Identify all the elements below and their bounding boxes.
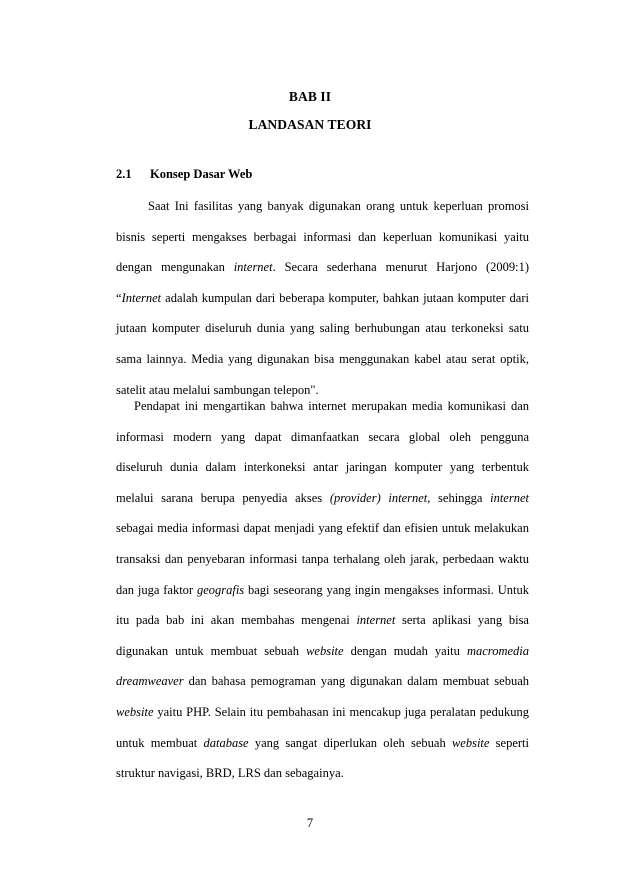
italic-term: website <box>451 735 490 750</box>
section-number: 2.1 <box>116 167 132 181</box>
italic-term: database <box>203 735 249 750</box>
text-run: serta aplikasi yang bisa <box>395 613 529 628</box>
text-line <box>116 582 529 598</box>
section-heading <box>116 167 252 182</box>
text-run: dan juga faktor <box>116 582 197 597</box>
text-run: diseluruh dunia dalam interkoneksi antar jaringan komputer yang terbentuk <box>116 460 529 475</box>
text-line <box>116 490 529 506</box>
text-run: itu pada bab ini akan membahas mengenai <box>116 613 357 628</box>
text-run: dengan mengunakan <box>116 260 234 275</box>
text-run: Saat Ini fasilitas yang banyak digunakan orang untuk keperluan promosi <box>148 199 529 213</box>
italic-term: website <box>306 643 344 658</box>
text-run: untuk membuat <box>116 735 204 750</box>
italic-term: internet <box>233 260 273 275</box>
text-run: Pendapat ini mengartikan bahwa internet merupakan media komunikasi dan <box>134 399 529 413</box>
text-run: yaitu PHP. Selain itu pembahasan ini mencakup juga peralatan pedukung <box>153 705 529 719</box>
text-line <box>116 673 529 689</box>
text-run: informasi modern yang dapat dimanfaatkan secara global oleh pengguna <box>116 429 529 444</box>
italic-term: internet <box>490 490 529 505</box>
text-run: bisnis seperti mengakses berbagai informasi dan keperluan komunikasi yaitu <box>116 229 529 244</box>
text-line <box>116 320 529 336</box>
text-run: struktur navigasi, BRD, LRS dan sebagainya. <box>116 766 344 781</box>
text-line <box>116 520 529 536</box>
text-line <box>134 398 529 414</box>
text-run: dan bahasa pemograman yang digunakan dalam membuat sebuah <box>183 674 529 689</box>
italic-term: Internet <box>121 290 162 305</box>
text-line <box>116 765 529 781</box>
text-line <box>116 459 529 475</box>
text-run: bagi seseorang yang ingin mengakses informasi. Untuk <box>244 582 529 597</box>
chapter-title: LANDASAN TEORI <box>248 117 372 132</box>
text-run: seperti <box>489 735 529 750</box>
text-run: sebagai media informasi dapat menjadi yang efektif dan efisien untuk melakukan <box>116 521 529 536</box>
text-line <box>116 704 529 720</box>
text-run: adalah kumpulan dari beberapa komputer, bahkan jutaan komputer dari <box>161 290 529 305</box>
text-run: jutaan komputer diseluruh dunia yang saling berhubungan atau terkoneksi satu <box>116 321 529 336</box>
chapter-number: BAB II <box>288 89 332 104</box>
text-run: melalui sarana berupa penyedia akses <box>116 490 330 505</box>
text-line <box>116 612 529 628</box>
text-line <box>116 735 529 751</box>
text-run: sama lainnya. Media yang digunakan bisa menggunakan kabel atau serat optik, <box>116 352 529 366</box>
text-run: dengan mudah yaitu <box>343 643 467 658</box>
text-line <box>148 198 529 214</box>
text-line <box>116 229 529 245</box>
text-run: , sehingga <box>427 490 491 505</box>
italic-term: (provider) internet <box>329 490 428 505</box>
text-line <box>116 290 529 306</box>
text-line <box>116 429 529 445</box>
text-run: yang sangat diperlukan oleh sebuah <box>248 735 452 750</box>
text-run: “ <box>116 290 122 305</box>
section-title: Konsep Dasar Web <box>150 167 253 181</box>
page-number: 7 <box>306 816 314 830</box>
italic-term: website <box>116 705 154 719</box>
italic-term: geografis <box>196 582 245 597</box>
text-run: transaksi dan penyebaran informasi tanpa terhalang oleh jarak, perbedaan waktu <box>116 552 529 566</box>
text-run: digunakan untuk membuat sebuah <box>116 643 307 658</box>
italic-term: macromedia <box>466 643 529 658</box>
text-line <box>116 351 529 367</box>
text-line <box>116 259 529 275</box>
text-line <box>116 551 529 567</box>
italic-term: internet <box>356 613 396 628</box>
text-run: . Secara sederhana menurut Harjono (2009:1) <box>272 260 529 275</box>
text-line <box>116 382 529 398</box>
italic-term: dreamweaver <box>116 674 184 689</box>
text-run: satelit atau melalui sambungan telepon". <box>116 382 319 397</box>
text-line <box>116 643 529 659</box>
